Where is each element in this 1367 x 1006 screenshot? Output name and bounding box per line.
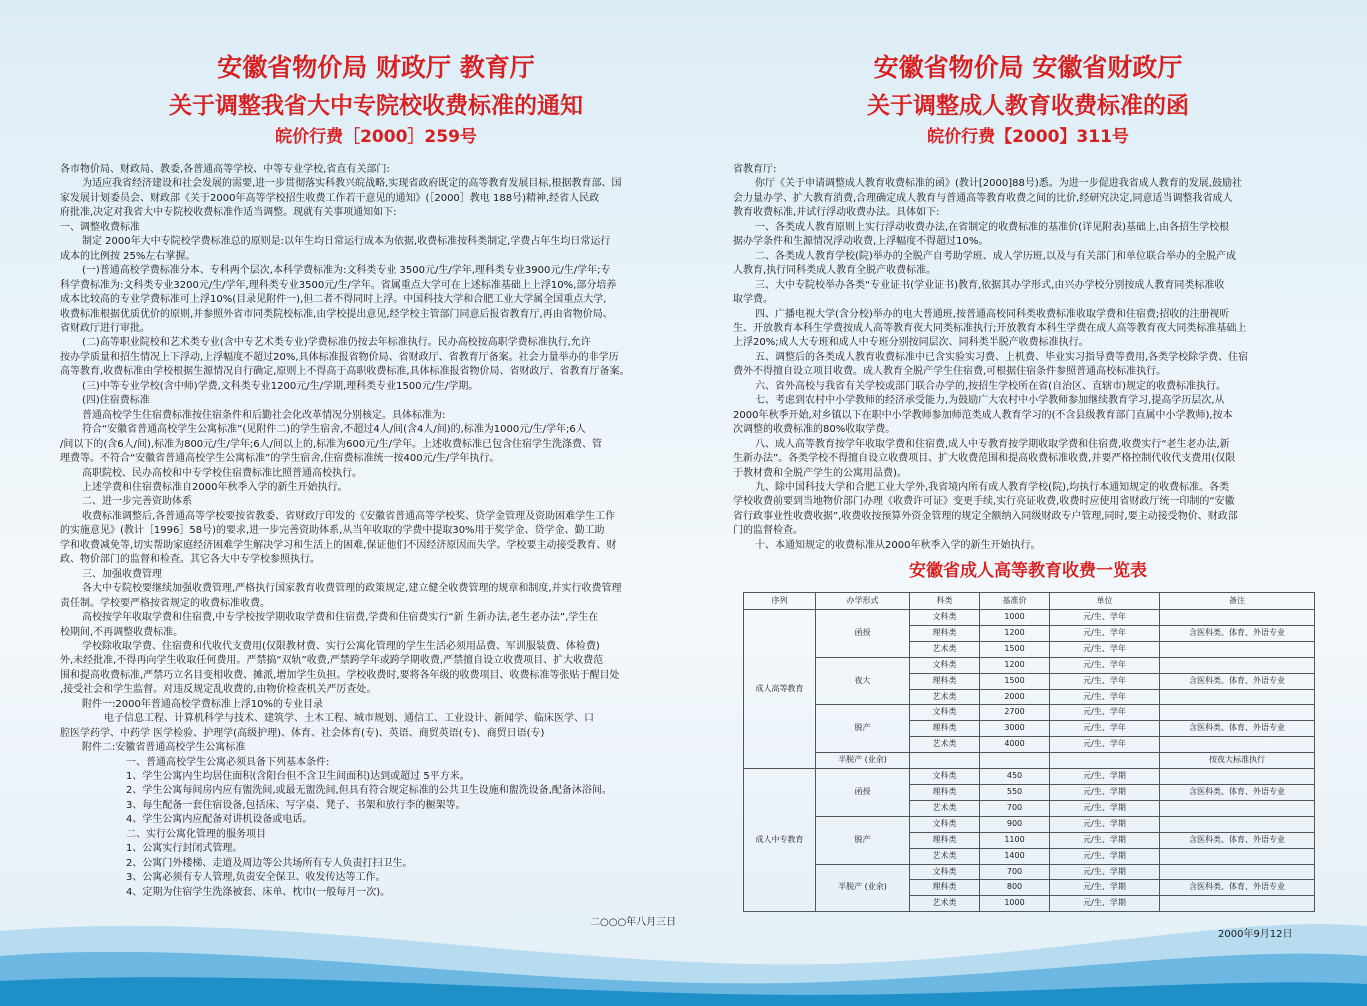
table-cell: 含医科类、体育、外语专业 xyxy=(1160,673,1315,689)
table-cell: 理科类 xyxy=(910,673,980,689)
table-cell: 3000 xyxy=(980,721,1050,737)
paragraph: (四)住宿费标准 xyxy=(82,395,150,407)
table-cell: 含医科类、体育、外语专业 xyxy=(1160,625,1315,641)
paragraph: 校期间,不再调整收费标准。 xyxy=(60,626,184,638)
table-row xyxy=(744,864,1315,880)
table-row xyxy=(744,657,1315,673)
form-cell: 半脱产 (业余) xyxy=(816,753,910,769)
list-item: 4、学生公寓内应配备对讲机设备或电话。 xyxy=(126,814,313,826)
paragraph: 十、本通知规定的收费标准从2000年秋季入学的新生开始执行。 xyxy=(755,539,1041,551)
paragraph: 学和收费减免等,切实帮助家庭经济困难学生解决学习和生活上的困难,保证他们不因经济原因而失学。学校要主动接受教育、财 xyxy=(60,539,617,551)
paragraph: 人教育,执行同科类成人教育全脱产收费标准。 xyxy=(733,265,937,277)
table-cell: 元/生、学年 xyxy=(1050,610,1160,626)
paragraph: 政、物价部门的监督和检查。其它各大中专学校参照执行。 xyxy=(60,554,320,566)
table-cell: 含医科类、体育、外语专业 xyxy=(1160,784,1315,800)
right-title: 关于调整成人教育收费标准的函 xyxy=(867,93,1189,119)
right-date: 2000年9月12日 xyxy=(1218,929,1293,940)
list-item: 2、公寓门外楼梯、走道及周边等公共场所有专人负责打扫卫生。 xyxy=(126,857,413,869)
table-cell: 2000 xyxy=(980,689,1050,705)
table-cell: 元/生、学期 xyxy=(1050,848,1160,864)
paragraph: 四、广播电视大学(含分校)举办的电大普通班,按普通高校同科类收费标准收取学费和住宿费;招收的注册视听 xyxy=(755,308,1230,320)
column-header: 序列 xyxy=(744,593,816,610)
table-cell: 艺术类 xyxy=(910,689,980,705)
paragraph: 收费标准调整后,各普通高等学校要按省教委、省财政厅印发的《安徽省普通高等学校奖、贷学金管理及资助困难学生工作 xyxy=(82,510,616,522)
table-cell: 元/生、学期 xyxy=(1050,864,1160,880)
table-row xyxy=(744,705,1315,721)
column-header: 备注 xyxy=(1160,593,1315,610)
list-item: 1、公寓实行封闭式管理。 xyxy=(126,843,243,855)
table-cell: 元/生、学年 xyxy=(1050,673,1160,689)
table-cell xyxy=(1160,737,1315,753)
table-cell xyxy=(980,753,1050,769)
table-cell xyxy=(1160,610,1315,626)
table-cell: 元/生、学期 xyxy=(1050,816,1160,832)
paragraph: (三)中等专业学校(含中师)学费,文科类专业1200元/生/学期,理科类专业1500元/生/学期。 xyxy=(82,380,479,392)
table-cell xyxy=(1050,753,1160,769)
paragraph: 理费等。不符合“安徽省普通高校学生公寓标准”的学生宿舍,住宿费标准统一按400元/生/学年执行。 xyxy=(60,453,500,465)
attachment-heading: 附件二:安徽省普通高校学生公寓标准 xyxy=(82,742,246,754)
table-cell xyxy=(1160,705,1315,721)
paragraph: 上述学费和住宿费标准自2000年秋季入学的新生开始执行。 xyxy=(82,481,348,493)
paragraph: 高等教育,收费标准由学校根据生源情况自行确定,原则上不得高于高职收费标准,具体标准报省物价局、省财政厅、省教育厅备案。 xyxy=(60,366,630,378)
table-cell: 艺术类 xyxy=(910,848,980,864)
form-cell: 函授 xyxy=(816,610,910,658)
fee-table-title: 安徽省成人高等教育收费一览表 xyxy=(909,561,1147,581)
paragraph: 家发展计划委员会、财政部《关于2000年高等学校招生收费工作若干意见的通知》(［2000］教电 188号)精神,经省人民政 xyxy=(60,192,600,204)
form-cell: 脱产 xyxy=(816,705,910,753)
list-item: 2、学生公寓每间房内应有盥洗间,或最无盥洗间,但具有符合规定标准的公共卫生设施和盥洗设备,配备沐浴间。 xyxy=(126,785,612,797)
paragraph: /间以下的(含6人/间),标准为800元/生/学年;6人/间以上的,标准为600元/生/学年。上述收费标准已包含住宿学生洗涤费、管 xyxy=(60,438,603,450)
table-cell: 元/生、学期 xyxy=(1050,769,1160,785)
fee-table xyxy=(743,592,1315,912)
left-body xyxy=(60,163,692,900)
list-item: 3、公寓必须有专人管理,负责安全保卫、收发传达等工作。 xyxy=(126,872,386,884)
paragraph: 门的监督检查。 xyxy=(733,525,803,537)
paragraph: 费外不得擅自设立项目收费。成人教育全脱产学生住宿费,可根据住宿条件参照普通高校标准执行。 xyxy=(733,366,1167,378)
paragraph: (二)高等职业院校和艺术类专业(含中专艺术类专业)学费标准仍按去年标准执行。民办高校按高职学费标准执行,允许 xyxy=(82,337,591,349)
table-cell: 艺术类 xyxy=(910,737,980,753)
paragraph: 五、调整后的各类成人教育收费标准中已含实验实习费、上机费、毕业实习指导费等费用,各类学校除学费、住宿 xyxy=(755,351,1249,363)
table-cell: 文科类 xyxy=(910,769,980,785)
paragraph: 七、考虑到农村中小学教师的经济承受能力,为鼓励广大农村中小学教师参加继续教育学习,提高学历层次,从 xyxy=(755,395,1225,407)
paragraph: 各市物价局、财政局、教委,各普通高等学校、中等专业学校,省直有关部门: xyxy=(60,164,390,175)
table-cell xyxy=(1160,769,1315,785)
paragraph: 上浮20%;成人大专班和成人中专班分别按同层次、同科类半脱产收费标准执行。 xyxy=(733,337,1089,349)
table-cell: 按夜大标准执行 xyxy=(1160,753,1315,769)
column-header: 科类 xyxy=(910,593,980,610)
table-cell xyxy=(1160,816,1315,832)
table-cell: 900 xyxy=(980,816,1050,832)
paragraph: 于教材费和全脱产学生的公寓用品费)。 xyxy=(733,467,907,479)
table-cell: 含医科类、体育、外语专业 xyxy=(1160,721,1315,737)
table-cell: 理科类 xyxy=(910,625,980,641)
table-cell: 文科类 xyxy=(910,657,980,673)
section-heading: 三、加强收费管理 xyxy=(82,568,162,580)
list-item: 1、学生公寓内生均居住面积(含阳台但不含卫生间面积)达到或超过 5平方米。 xyxy=(126,771,470,783)
table-cell: 元/生、学年 xyxy=(1050,737,1160,753)
paragraph: 一、各类成人教育原则上实行浮动收费办法,在省制定的收费标准的基准价(详见附表)基础上,由各招生学校根 xyxy=(755,221,1230,233)
section-heading: 一、调整收费标准 xyxy=(60,221,140,233)
paragraph: 电子信息工程、计算机科学与技术、建筑学、土木工程、城市规划、通信工、工业设计、新闻学、临床医学、口 xyxy=(104,713,594,725)
table-cell: 元/生、学年 xyxy=(1050,625,1160,641)
table-cell: 艺术类 xyxy=(910,896,980,912)
table-cell xyxy=(1160,896,1315,912)
form-cell: 函授 xyxy=(816,769,910,817)
form-cell: 脱产 xyxy=(816,816,910,864)
table-cell: 4000 xyxy=(980,737,1050,753)
table-cell: 元/生、学期 xyxy=(1050,800,1160,816)
table-cell: 1200 xyxy=(980,657,1050,673)
table-cell: 理科类 xyxy=(910,880,980,896)
paragraph: (一)普通高校学费标准分本、专科两个层次,本科学费标准为:文科类专业 3500元/生/学年,理科类专业3900元/生/学年;专 xyxy=(82,265,611,277)
left-doc-number: 皖价行费［2000］259号 xyxy=(275,127,477,147)
table-cell xyxy=(1160,848,1315,864)
table-cell: 理科类 xyxy=(910,784,980,800)
column-header: 办学形式 xyxy=(816,593,910,610)
table-cell: 含医科类、体育、外语专业 xyxy=(1160,832,1315,848)
paragraph: 收费标准根据优质优价的原则,并参照外省市同类院校标准,由学校提出意见,经学校主管部门同意后报省教育厅,再由省物价局、 xyxy=(60,308,613,320)
right-doc-number: 皖价行费【2000】311号 xyxy=(927,127,1129,147)
table-cell: 1200 xyxy=(980,625,1050,641)
group-cell: 成人中专教育 xyxy=(744,769,816,912)
table-cell: 550 xyxy=(980,784,1050,800)
table-cell: 元/生、学期 xyxy=(1050,896,1160,912)
group-cell: 成人高等教育 xyxy=(744,610,816,769)
paragraph: 2000年秋季开始,对乡镇以下在职中小学教师参加师范类成人教育学习的(不含县级教育部门直属中小学教师),按本 xyxy=(733,409,1233,421)
list-item: 一、普通高校学生公寓必须具备下列基本条件: xyxy=(126,756,330,768)
table-cell: 2700 xyxy=(980,705,1050,721)
form-cell: 半脱产 (业余) xyxy=(816,864,910,912)
table-cell: 800 xyxy=(980,880,1050,896)
table-row xyxy=(744,769,1315,785)
table-cell: 1400 xyxy=(980,848,1050,864)
table-cell: 450 xyxy=(980,769,1050,785)
left-date: 二○○○年八月三日 xyxy=(590,917,677,928)
paragraph: 腔医学药学、中药学 医学检验、护理学(高级护理)、体育、社会体育(专)、英语、商贸英语(专)、商贸日语(专) xyxy=(60,727,545,739)
paragraph: 会力量办学、扩大教育消费,合理确定成人教育与普通高等教育收费之间的比价,经研究决定,同意适当调整我省成人 xyxy=(733,192,1233,204)
table-cell: 1500 xyxy=(980,641,1050,657)
paragraph: 的实施意见》(教计［1996］58号)的要求,进一步完善资助体系,从当年收取的学费中提取30%用于奖学金、贷学金、勤工助 xyxy=(60,525,605,537)
right-body xyxy=(733,163,1323,553)
paragraph: 符合“安徽省普通高校学生公寓标准”(见附件二)的学生宿舍,不超过4人/间(含4人/间)的,标准为1000元/生/学年;6人 xyxy=(82,424,586,436)
table-cell xyxy=(1160,657,1315,673)
paragraph: 九、除中国科技大学和合肥工业大学外,我省境内所有成人教育学校(院),均执行本通知规定的收费标准。各类 xyxy=(755,481,1230,493)
left-title: 关于调整我省大中专院校收费标准的通知 xyxy=(169,93,583,119)
table-header-row xyxy=(744,593,1315,610)
table-cell: 元/生、学期 xyxy=(1050,880,1160,896)
table-cell: 元/生、学年 xyxy=(1050,641,1160,657)
attachment-heading: 附件一:2000年普通高校学费标准上浮10%的专业目录 xyxy=(82,698,324,710)
table-cell: 文科类 xyxy=(910,610,980,626)
paragraph: 普通高校学生住宿费标准按住宿条件和后勤社会化改革情况分别核定。具体标准为: xyxy=(82,409,446,421)
paragraph: 府批准,决定对我省大中专院校收费标准作适当调整。现就有关事项通知如下: xyxy=(60,207,397,219)
table-row xyxy=(744,816,1315,832)
paragraph: 制定 2000年大中专院校学费标准总的原则是:以年生均日常运行成本为依据,收费标准按科类制定,学费占年生均日常运行 xyxy=(82,236,611,248)
left-issuer: 安徽省物价局 财政厅 教育厅 xyxy=(217,53,535,82)
paragraph: 围和提高收费标准,严禁巧立名目变相收费、摊派,增加学生负担。学校收费时,要将各年级的收费项目、收费标准等张贴于醒目处 xyxy=(60,669,620,681)
paragraph: 教育收费标准,并试行浮动收费办法。具体如下: xyxy=(733,207,940,219)
paragraph: 省财政厅进行审批。 xyxy=(60,322,150,334)
paragraph: 次调整的收费标准的80%收取学费。 xyxy=(733,424,896,436)
paragraph: 取学费。 xyxy=(733,294,773,306)
paragraph: 学校除收取学费、住宿费和代收代支费用(仅限教材费、实行公寓化管理的学生生活必须用品费、军训服装费、体检费) xyxy=(82,640,600,652)
list-item: 二、实行公寓化管理的服务项目 xyxy=(126,828,266,840)
table-cell: 理科类 xyxy=(910,832,980,848)
list-item: 4、定期为住宿学生洗涤被套、床单、枕巾(一般每月一次)。 xyxy=(126,886,391,898)
paragraph: ,接受社会和学生监督。对违反规定乱收费的,由物价检查机关严厉查处。 xyxy=(60,684,377,696)
table-row xyxy=(744,610,1315,626)
section-heading: 二、进一步完善资助体系 xyxy=(82,496,192,508)
table-cell: 元/生、学年 xyxy=(1050,705,1160,721)
list-item: 3、每生配备一套住宿设备,包括床、写字桌、凳子、书架和放行李的橱架等。 xyxy=(126,799,466,811)
paragraph: 成本的比例按 25%左右掌握。 xyxy=(60,250,196,262)
table-cell: 元/生、学年 xyxy=(1050,721,1160,737)
table-cell: 艺术类 xyxy=(910,800,980,816)
table-cell xyxy=(1160,864,1315,880)
paragraph: 高职院校、民办高校和中专学校住宿费标准比照普通高校执行。 xyxy=(82,467,362,479)
paragraph: 成本比较高的专业学费标准可上浮10%(目录见附件一),但二者不得同时上浮。中国科技大学和合肥工业大学属全国重点大学, xyxy=(60,294,607,306)
paragraph: 省教育厅: xyxy=(733,164,777,175)
table-cell xyxy=(1160,641,1315,657)
table-cell: 1500 xyxy=(980,673,1050,689)
table-cell: 艺术类 xyxy=(910,641,980,657)
table-cell: 含医科类、体育、外语专业 xyxy=(1160,880,1315,896)
table-cell: 文科类 xyxy=(910,816,980,832)
paragraph: 学校收费前要到当地物价部门办理《收费许可证》变更手续,实行亮证收费,收费时应使用省财政厅统一印制的“安徽 xyxy=(733,496,1235,508)
paragraph: 据办学条件和生源情况浮动收费,上浮幅度不得超过10%。 xyxy=(733,236,989,248)
right-issuer: 安徽省物价局 安徽省财政厅 xyxy=(873,53,1183,82)
table-cell: 元/生、学年 xyxy=(1050,657,1160,673)
paragraph: 三、大中专院校举办各类“专业证书(学业证书)教育,依据其办学形式,由兴办学校分别按成人教育同类标准收 xyxy=(755,279,1225,291)
table-cell: 1100 xyxy=(980,832,1050,848)
paragraph: 按办学质量和招生情况上下浮动,上浮幅度不超过20%,具体标准报省物价局、省财政厅、省教育厅备案。社会力量举办的非学历 xyxy=(60,351,619,363)
paragraph: 为适应我省经济建设和社会发展的需要,进一步贯彻落实科教兴皖战略,实现省政府既定的高等教育发展目标,根据教育部、国 xyxy=(82,178,622,190)
paragraph: 责任制。学校要严格按省规定的收费标准收费。 xyxy=(60,597,270,609)
column-header: 基准价 xyxy=(980,593,1050,610)
paragraph: 省行政事业性收费收据”,收费收按预算外资金管理的规定全额纳入同级财政专户管理,同时,要主动接受物价、财政部 xyxy=(733,510,1238,522)
paragraph: 六、省外高校与我省有关学校或部门联合办学的,按招生学校所在省(自治区、直辖市)规定的收费标准执行。 xyxy=(755,380,1226,392)
table-cell: 1000 xyxy=(980,610,1050,626)
table-cell: 理科类 xyxy=(910,721,980,737)
paragraph: 二、各类成人教育学校(院)举办的全脱产自考助学班、成人学历班,以及与有关部门和单位联合举办的全脱产成 xyxy=(755,250,1236,262)
table-cell xyxy=(910,753,980,769)
table-cell: 文科类 xyxy=(910,864,980,880)
paragraph: 生、开放教育本科生学费按成人高等教育夜大同类标准执行;开放教育本科生学费在成人高等教育夜大同类标准基础上 xyxy=(733,322,1247,334)
table-cell: 700 xyxy=(980,800,1050,816)
table-cell: 元/生、学期 xyxy=(1050,832,1160,848)
table-cell: 文科类 xyxy=(910,705,980,721)
table-cell: 元/生、学年 xyxy=(1050,689,1160,705)
paragraph: 你厅《关于申请调整成人教育收费标准的函》(教计[2000]88号)悉。为进一步促进我省成人教育的发展,鼓励社 xyxy=(755,178,1242,190)
paragraph: 高校按学年收取学费和住宿费,中专学校按学期收取学费和住宿费,学费和住宿费实行“新 生新办法,老生老办法”,学生在 xyxy=(82,612,599,624)
paragraph: 科学费标准为:文科类专业3200元/生/学年,理科类专业3500元/生/学年。省属重点大学可在上述标准基础上上浮10%,部分培养 xyxy=(60,279,617,291)
paragraph: 各大中专院校要继续加强收费管理,严格执行国家教育收费管理的政策规定,建立健全收费管理的规章和制度,并实行收费管理 xyxy=(82,583,622,595)
paragraph: 八、成人高等教育按学年收取学费和住宿费,成人中专教育按学期收取学费和住宿费,收费实行“老生老办法,新 xyxy=(755,438,1230,450)
form-cell: 夜大 xyxy=(816,657,910,705)
table-cell: 元/生、学期 xyxy=(1050,784,1160,800)
table-cell: 700 xyxy=(980,864,1050,880)
table-cell: 1000 xyxy=(980,896,1050,912)
table-row xyxy=(744,753,1315,769)
paragraph: 生新办法”。各类学校不得擅自设立收费项目、扩大收费范围和提高收费标准收费,并要严格控制代收代支费用(仅限 xyxy=(733,453,1236,465)
table-cell xyxy=(1160,689,1315,705)
column-header: 单位 xyxy=(1050,593,1160,610)
paragraph: 外,未经批准,不得再向学生收取任何费用。严禁搞“双轨”收费,严禁跨学年或跨学期收费,严禁擅自设立收费项目、扩大收费范 xyxy=(60,655,604,667)
table-cell xyxy=(1160,800,1315,816)
